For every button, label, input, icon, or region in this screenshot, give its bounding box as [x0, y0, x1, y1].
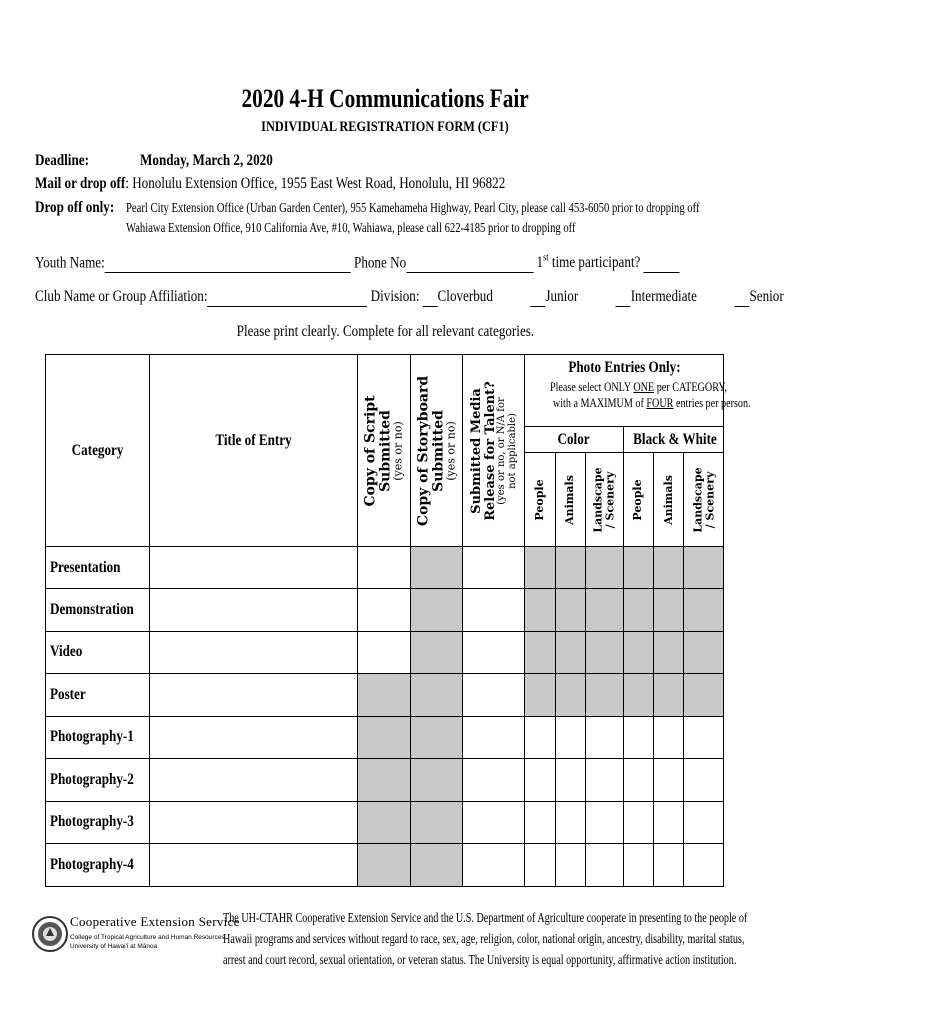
- color-landscape-cell[interactable]: [586, 716, 623, 759]
- intermediate-label: Intermediate: [630, 288, 697, 305]
- phone-label: Phone No: [354, 254, 407, 272]
- logo-line1: College of Tropical Agriculture and Human Resources: [70, 934, 225, 941]
- color-people-cell[interactable]: [525, 759, 555, 802]
- row-category-label: Demonstration: [46, 589, 150, 632]
- color-animals-cell: [555, 631, 585, 674]
- bw-landscape-cell[interactable]: [684, 759, 724, 802]
- media-release-cell[interactable]: [463, 759, 525, 802]
- bw-people-header: People: [623, 453, 653, 547]
- youth-row: [35, 253, 821, 273]
- script-header: Copy of Script Submitted (yes or no): [358, 355, 411, 547]
- bw-people-cell: [623, 631, 653, 674]
- bw-landscape-cell[interactable]: [684, 801, 724, 844]
- bw-people-cell[interactable]: [623, 844, 653, 887]
- title-header: Title of Entry: [150, 355, 358, 547]
- row-category-label: Photography-2: [46, 759, 150, 802]
- color-animals-cell: [555, 589, 585, 632]
- youth-name-field[interactable]: [105, 254, 351, 273]
- form-title: 2020 4-H Communications Fair: [241, 84, 529, 113]
- color-landscape-header: Landscape / Scenery: [586, 453, 623, 547]
- script-cell: [358, 716, 411, 759]
- color-animals-cell: [555, 674, 585, 717]
- logo-title: Cooperative Extension Service: [70, 914, 240, 929]
- bw-animals-cell: [653, 589, 683, 632]
- bw-people-cell: [623, 547, 653, 589]
- color-people-cell[interactable]: [525, 801, 555, 844]
- table-row: [46, 759, 724, 802]
- row-category-label: Poster: [46, 674, 150, 717]
- bw-animals-cell[interactable]: [653, 716, 683, 759]
- division-label: Division:: [370, 288, 420, 305]
- color-people-cell: [525, 631, 555, 674]
- table-row: [46, 801, 724, 844]
- color-animals-cell[interactable]: [555, 716, 585, 759]
- senior-blank[interactable]: [735, 288, 750, 307]
- junior-blank[interactable]: [531, 288, 546, 307]
- bw-animals-cell[interactable]: [653, 844, 683, 887]
- dropoff-line2: Wahiawa Extension Office, 910 California Ave, #10, Wahiawa, please call 622-4185 prior to dropping off: [126, 221, 576, 236]
- script-cell[interactable]: [358, 547, 411, 589]
- cloverbud-blank[interactable]: [423, 288, 438, 307]
- row-category-label: Photography-1: [46, 716, 150, 759]
- disclaimer-line1: The UH-CTAHR Cooperative Extension Service and the U.S. Department of Agriculture cooperate in presenting to the people of: [223, 911, 748, 926]
- color-animals-header: Animals: [555, 453, 585, 547]
- cloverbud-label: Cloverbud: [437, 288, 493, 305]
- color-animals-cell[interactable]: [555, 759, 585, 802]
- storyboard-cell: [410, 547, 463, 589]
- color-landscape-cell[interactable]: [586, 801, 623, 844]
- color-animals-cell: [555, 547, 585, 589]
- bw-animals-cell: [653, 674, 683, 717]
- media-release-cell[interactable]: [463, 547, 525, 589]
- bw-animals-cell[interactable]: [653, 801, 683, 844]
- row-category-label: Video: [46, 631, 150, 674]
- seal-icon: [32, 912, 68, 962]
- bw-people-cell: [623, 674, 653, 717]
- color-landscape-cell[interactable]: [586, 844, 623, 887]
- deadline-value: Monday, March 2, 2020: [140, 152, 273, 169]
- photo-entries-header: Photo Entries Only: Please select ONLY ONE per CATEGORY, with a MAXIMUM of FOUR entries per person.: [525, 355, 724, 427]
- mail-value: : Honolulu Extension Office, 1955 East West Road, Honolulu, HI 96822: [125, 175, 506, 192]
- color-landscape-cell: [586, 547, 623, 589]
- color-animals-cell[interactable]: [555, 844, 585, 887]
- storyboard-header: Copy of Storyboard Submitted (yes or no): [410, 355, 463, 547]
- entry-rows: [46, 547, 724, 887]
- bw-animals-cell: [653, 547, 683, 589]
- storyboard-cell: [410, 631, 463, 674]
- storyboard-cell: [410, 589, 463, 632]
- logo-line2: University of Hawai'i at Mānoa: [70, 943, 158, 950]
- title-cell[interactable]: [150, 589, 358, 632]
- phone-field[interactable]: [406, 254, 533, 273]
- title-cell[interactable]: [150, 759, 358, 802]
- table-row: [46, 631, 724, 674]
- title-cell[interactable]: [150, 716, 358, 759]
- disclaimer-line2: Hawaii programs and services without regard to race, sex, age, religion, color, national origin, ancestry, disability, marital status,: [223, 932, 745, 947]
- disclaimer-line3: arrest and court record, sexual orientation, or veteran status. The University is equal opportunity, affirmative action institution.: [223, 953, 737, 968]
- color-landscape-cell: [586, 589, 623, 632]
- title-cell[interactable]: [150, 547, 358, 589]
- media-release-cell[interactable]: [463, 589, 525, 632]
- color-landscape-cell: [586, 674, 623, 717]
- bw-animals-cell: [653, 631, 683, 674]
- dropoff-line1: Pearl City Extension Office (Urban Garden Center), 955 Kamehameha Highway, Pearl City, please call 453-6050 prior to dropping off: [126, 201, 700, 216]
- script-cell: [358, 759, 411, 802]
- script-cell[interactable]: [358, 589, 411, 632]
- storyboard-cell: [410, 759, 463, 802]
- instructions: Please print clearly. Complete for all relevant categories.: [236, 323, 534, 340]
- club-field[interactable]: [207, 288, 367, 307]
- entry-table: [45, 354, 751, 887]
- color-people-cell[interactable]: [525, 716, 555, 759]
- bw-people-cell: [623, 589, 653, 632]
- title-cell[interactable]: [150, 844, 358, 887]
- bw-landscape-cell: [684, 631, 724, 674]
- media-release-cell[interactable]: [463, 801, 525, 844]
- senior-label: Senior: [749, 288, 784, 305]
- media-release-cell[interactable]: [463, 631, 525, 674]
- storyboard-cell: [410, 674, 463, 717]
- color-landscape-cell: [586, 631, 623, 674]
- intermediate-blank[interactable]: [616, 288, 631, 307]
- bw-landscape-header: Landscape / Scenery: [684, 453, 724, 547]
- title-cell[interactable]: [150, 801, 358, 844]
- first-time-label: 1st time participant?: [536, 253, 641, 272]
- mail-label: Mail or drop off: [35, 175, 126, 192]
- script-cell: [358, 674, 411, 717]
- script-cell: [358, 801, 411, 844]
- dropoff-label: Drop off only:: [35, 199, 115, 216]
- table-row: [46, 674, 724, 717]
- table-row: [46, 547, 724, 589]
- bw-landscape-cell[interactable]: [684, 844, 724, 887]
- bw-people-cell[interactable]: [623, 759, 653, 802]
- row-category-label: Presentation: [46, 547, 150, 589]
- title-cell[interactable]: [150, 631, 358, 674]
- script-cell: [358, 844, 411, 887]
- disclaimer: [223, 908, 946, 971]
- table-row: [46, 716, 724, 759]
- club-label: Club Name or Group Affiliation:: [35, 288, 208, 305]
- bw-header: Black & White: [623, 427, 723, 453]
- table-row: [46, 844, 724, 887]
- mail-row: [35, 175, 608, 193]
- bw-landscape-cell: [684, 674, 724, 717]
- media-release-cell[interactable]: [463, 674, 525, 717]
- script-cell[interactable]: [358, 631, 411, 674]
- storyboard-cell: [410, 844, 463, 887]
- junior-label: Junior: [545, 288, 579, 305]
- media-release-cell[interactable]: [463, 844, 525, 887]
- color-people-cell: [525, 547, 555, 589]
- storyboard-cell: [410, 801, 463, 844]
- bw-animals-header: Animals: [653, 453, 683, 547]
- row-category-label: Photography-4: [46, 844, 150, 887]
- media-release-cell[interactable]: [463, 716, 525, 759]
- color-animals-cell[interactable]: [555, 801, 585, 844]
- bw-people-cell[interactable]: [623, 801, 653, 844]
- color-people-cell: [525, 589, 555, 632]
- storyboard-cell: [410, 716, 463, 759]
- club-row: [35, 288, 948, 307]
- bw-people-cell[interactable]: [623, 716, 653, 759]
- first-time-field[interactable]: [644, 254, 680, 273]
- media-release-header: Submitted Media Release for Talent? (yes or no, or N/A for not applicable): [463, 355, 525, 547]
- bw-landscape-cell: [684, 589, 724, 632]
- bw-animals-cell[interactable]: [653, 759, 683, 802]
- row-category-label: Photography-3: [46, 801, 150, 844]
- color-people-cell[interactable]: [525, 844, 555, 887]
- table-row: [46, 589, 724, 632]
- form-subtitle: INDIVIDUAL REGISTRATION FORM (CF1): [261, 119, 509, 135]
- color-landscape-cell[interactable]: [586, 759, 623, 802]
- color-header: Color: [525, 427, 623, 453]
- deadline-label: Deadline:: [35, 152, 89, 169]
- cooperative-extension-logo: [32, 912, 240, 970]
- color-people-cell: [525, 674, 555, 717]
- title-cell[interactable]: [150, 674, 358, 717]
- bw-landscape-cell: [684, 547, 724, 589]
- youth-name-label: Youth Name:: [35, 254, 105, 272]
- category-header: Category: [46, 355, 150, 547]
- color-people-header: People: [525, 453, 555, 547]
- bw-landscape-cell[interactable]: [684, 716, 724, 759]
